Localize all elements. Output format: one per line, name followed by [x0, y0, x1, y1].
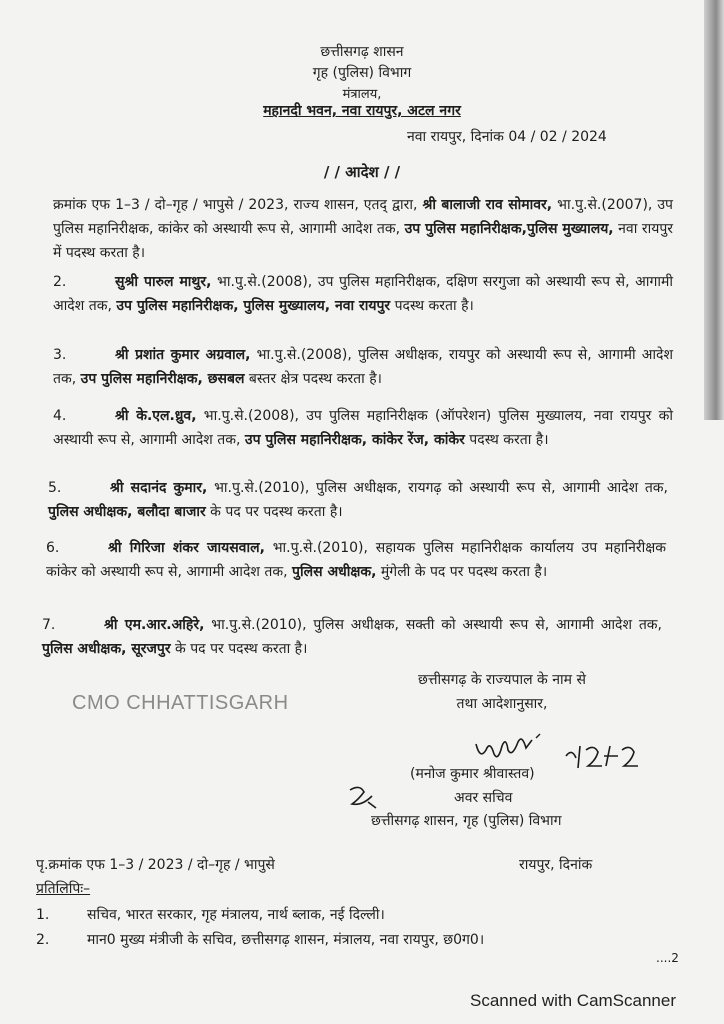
order-text: भा.पु.से.(2010), सहायक पुलिस महानिरीक्षक कार्यालय उप महानिरीक्षक कांकेर को अस्थायी रूप से, आगामी आदेश तक, [46, 540, 666, 580]
new-posting: उप पुलिस महानिरीक्षक, छसबल [80, 371, 245, 387]
order-text: भा.पु.से.(2010), पुलिस अधीक्षक, रायगढ़ को अस्थायी रूप से, आगामी आदेश तक, [207, 480, 668, 496]
copy-to-label: प्रतिलिपिः– [36, 881, 91, 897]
order-text-end: पदस्थ करता है। [390, 298, 474, 314]
order-text-end: नवा रायपुर में पदस्थ करता है। [53, 221, 674, 261]
signatory-department: छत्तीसगढ़ शासन, गृह (पुलिस) विभाग [371, 813, 562, 829]
order-paragraph-7 [42, 613, 662, 661]
paragraph-number: 6. [46, 540, 60, 556]
paragraph-number: 2. [53, 274, 67, 290]
order-paragraph-5 [48, 476, 668, 524]
order-paragraph-1 [53, 193, 673, 265]
officer-name: श्री एम.आर.अहिरे, [104, 617, 205, 633]
order-paragraph-6 [46, 536, 666, 584]
order-text-end: पदस्थ करता है। [464, 432, 549, 448]
header-department: गृह (पुलिस) विभाग [312, 65, 412, 81]
copy-to-text: सचिव, भारत सरकार, गृह मंत्रालय, नार्थ ब्लाक, नई दिल्ली। [87, 907, 385, 923]
initial-mark [346, 782, 382, 810]
order-text-end: बस्तर क्षेत्र पदस्थ करता है। [244, 371, 382, 387]
order-paragraph-4 [53, 404, 673, 452]
paragraph-number: 7. [42, 617, 56, 633]
header-government: छत्तीसगढ़ शासन [320, 44, 404, 60]
order-text: भा.पु.से.(2010), पुलिस अधीक्षक, सक्ती को अस्थायी रूप से, आगामी आदेश तक, [204, 617, 663, 633]
header-address: महानदी भवन, नवा रायपुर, अटल नगर [263, 103, 461, 119]
order-reference: क्रमांक एफ 1–3 / दो–गृह / भापुसे / 2023, राज्य शासन, एतद् द्वारा, [53, 197, 423, 213]
scanner-footer: Scanned with CamScanner [470, 991, 677, 1010]
order-text: भा.पु.से.(2008), पुलिस अधीक्षक, रायपुर को अस्थायी रूप से, आगामी आदेश तक, [53, 347, 673, 387]
order-title: / / आदेश / / [323, 163, 401, 181]
order-text-end: के पद पर पदस्थ करता है। [170, 641, 308, 657]
new-posting: पुलिस अधीक्षक, बलौदा बाजार [48, 504, 206, 520]
governor-authority [377, 668, 627, 716]
page-continuation: ....2 [656, 951, 679, 965]
order-date: नवा रायपुर, दिनांक 04 / 02 / 2024 [407, 129, 607, 145]
order-text: भा.पु.से.(2008), उप पुलिस महानिरीक्षक (ऑपरेशन) पुलिस मुख्यालय, नवा रायपुर को अस्थायी रूप से, आगामी आदेश तक, [53, 408, 673, 448]
paragraph-number: 3. [53, 347, 67, 363]
officer-name: श्री के.एल.ध्रुव, [115, 408, 197, 424]
order-text-end: के पद पर पदस्थ करता है। [205, 504, 343, 520]
officer-name: श्री गिरिजा शंकर जायसवाल, [108, 540, 265, 556]
new-posting: उप पुलिस महानिरीक्षक, पुलिस मुख्यालय, नवा रायपुर [116, 298, 391, 314]
signatory-designation: अवर सचिव [454, 790, 513, 806]
copy-to-item [36, 930, 484, 949]
new-posting: पुलिस अधीक्षक, [292, 564, 377, 580]
header-ministry: मंत्रालय, [342, 87, 382, 102]
paragraph-number: 4. [53, 408, 67, 424]
copy-to-item [36, 905, 385, 924]
order-paragraph-2 [53, 270, 673, 318]
governor-line-1: छत्तीसगढ़ के राज्यपाल के नाम से [418, 672, 586, 688]
new-posting: पुलिस अधीक्षक, सूरजपुर [42, 641, 171, 657]
paragraph-number: 5. [48, 480, 62, 496]
order-text-end: मुंगेली के पद पर पदस्थ करता है। [376, 564, 548, 580]
officer-name: श्री सदानंद कुमार, [110, 480, 208, 496]
officer-name: श्री बालाजी राव सोमावर, [422, 197, 553, 213]
new-posting: उप पुलिस महानिरीक्षक, कांकेर रेंज, कांकेर [244, 432, 465, 448]
cmo-watermark: CMO CHHATTISGARH [72, 692, 289, 714]
signatory-name: (मनोज कुमार श्रीवास्तव) [410, 766, 535, 782]
copy-to-text: मान0 मुख्य मंत्रीजी के सचिव, छत्तीसगढ़ शासन, मंत्रालय, नवा रायपुर, छ0ग0। [87, 932, 485, 948]
endorsement-reference: पृ.क्रमांक एफ 1–3 / 2023 / दो–गृह / भापुसे [36, 857, 275, 873]
governor-line-2: तथा आदेशानुसार, [456, 696, 548, 712]
copy-to-number: 2. [36, 932, 50, 948]
order-paragraph-3 [53, 343, 673, 391]
new-posting: उप पुलिस महानिरीक्षक,पुलिस मुख्यालय, [404, 221, 614, 237]
copy-to-number: 1. [36, 907, 50, 923]
officer-name: श्री प्रशांत कुमार अग्रवाल, [115, 347, 251, 363]
endorsement-place-date: रायपुर, दिनांक [519, 857, 593, 873]
order-text: भा.पु.से.(2007), उप पुलिस महानिरीक्षक, कांकेर को अस्थायी रूप से, आगामी आदेश तक, [53, 197, 673, 237]
officer-name: सुश्री पारुल माथुर, [115, 274, 212, 290]
order-text: भा.पु.से.(2008), उप पुलिस महानिरीक्षक, दक्षिण सरगुजा को अस्थायी रूप से, आगामी आदेश तक, [53, 274, 673, 314]
